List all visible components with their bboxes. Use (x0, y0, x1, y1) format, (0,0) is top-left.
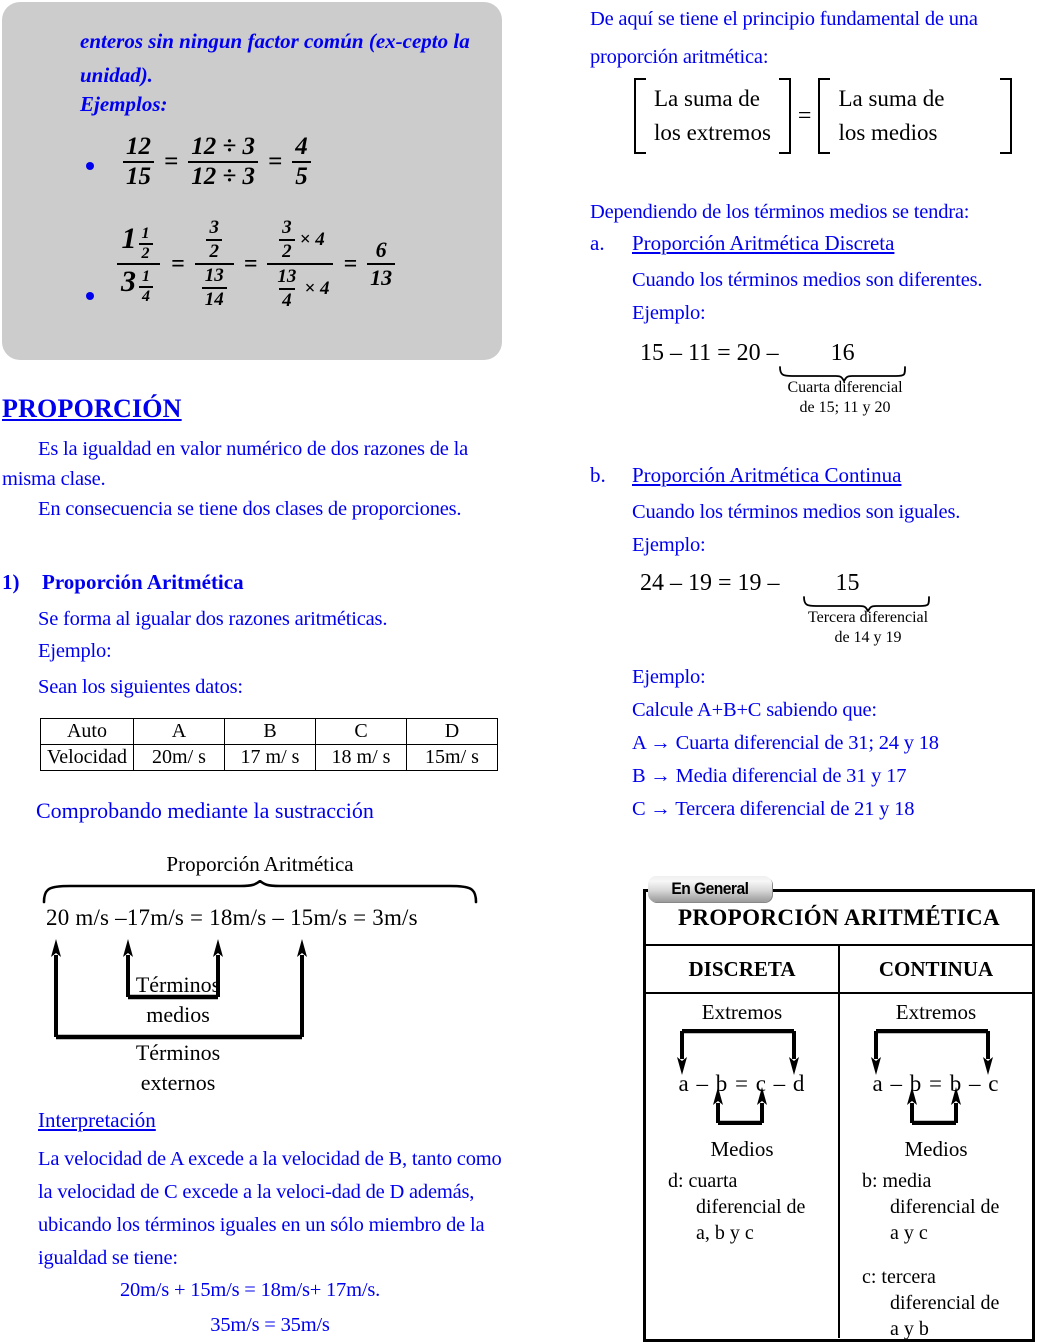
ejercicio-ejemplo-label: Ejemplo: (632, 666, 706, 688)
example-1-formula (120, 133, 314, 191)
page-title-text: PROPORCIÓN (2, 394, 182, 423)
item-a-brace-line-2: de 15; 11 y 20 (799, 399, 891, 416)
ex2-f3-bot (267, 263, 333, 312)
left-bracket-close-icon (779, 78, 791, 154)
ex1-f3-den: 5 (292, 161, 311, 191)
page-title (2, 394, 182, 424)
diagram-equation (46, 905, 418, 931)
externos-label-line-2: externos (140, 1070, 216, 1095)
item-a-marker-text: a. (590, 231, 605, 255)
ex1-f1-num: 12 (126, 133, 151, 160)
ex2-f3-top (272, 216, 329, 263)
col1-def-line-2: diferencial de (696, 1196, 806, 1218)
ex1-f2-den: 12 ÷ 3 (188, 161, 258, 191)
en-general-title: PROPORCIÓN ARITMÉTICA (646, 892, 1032, 946)
bracket-equation (634, 78, 1012, 159)
ex2-bottom-inner-num: 1 (142, 267, 150, 285)
item-a-description: Cuando los términos medios son diferentes. (632, 269, 983, 291)
item-1-line-1: Se forma al igualar dos razones aritméticas. (38, 608, 388, 630)
col2-def1-key: b: media (862, 1170, 932, 1192)
bracket-left-line-2: los extremos (654, 120, 771, 145)
item-1-line-2: Ejemplo: (38, 640, 112, 662)
item-1-line-3: Sean los siguientes datos: (38, 676, 243, 698)
ex2-f2-bot (195, 263, 234, 311)
col1-medios-label: Medios (710, 1137, 774, 1161)
ex1-eq-1: = (164, 148, 179, 175)
brace-label (0, 852, 520, 877)
top-brace-icon (40, 880, 480, 904)
ex1-eq-2: = (267, 148, 283, 175)
interpretacion-body: La velocidad de A excede a la velocidad de B, tanto como la velocidad de C excede a la veloci-dad de D además, ubicando los términos iguales en un sólo miembro de la igualdad se tiene: (38, 1148, 502, 1269)
col2-extremos-label: Extremos (895, 1000, 977, 1024)
col2-def2-key: c: tercera (862, 1266, 936, 1288)
ex2-top-inner-den: 2 (139, 243, 153, 263)
gray-box-paragraph (80, 24, 480, 92)
en-general-tab (648, 876, 772, 902)
ex2-whole-bottom: 3 (121, 265, 136, 298)
ejercicio-line-a: A → Cuarta diferencial de 31; 24 y 18 (632, 732, 939, 754)
ejercicio-line-c: C → Tercera diferencial de 21 y 18 (632, 798, 915, 820)
en-general-col1 (646, 994, 840, 1338)
col1-def-key: d: cuarta (668, 1170, 738, 1192)
col2-def2-line-3: a y b (890, 1318, 929, 1340)
ex2-f3-bot-num: 13 (277, 266, 297, 287)
list-item-1-title (42, 570, 244, 595)
col2-definition-1 (840, 1168, 1032, 1246)
item-a-equation-value: 16 (830, 340, 855, 366)
bracket-left-line-1: La suma de (654, 86, 761, 111)
item-b-equation-prefix: 24 – 19 = 19 – (640, 570, 780, 596)
en-general-tab-label: En General (671, 879, 749, 898)
ex2-f3-bot-den: 4 (279, 288, 295, 312)
item-a-brace-label (750, 378, 940, 418)
list-item-a-title (632, 231, 894, 256)
col2-arrow-diagram (840, 1025, 1032, 1135)
col2-def1-line-2: diferencial de (890, 1196, 1000, 1218)
ex2-f3-top-mult: × 4 (299, 229, 325, 250)
interpretacion-equation-1: 20m/s + 15m/s = 18m/s+ 17m/s. (119, 1279, 381, 1301)
bracket-right-line-2: los medios (838, 120, 938, 145)
col1-formula: a – b = c – d (678, 1071, 806, 1096)
table-row-header (41, 719, 498, 745)
en-general-box (643, 889, 1035, 1342)
ex2-f3-bot-mult: × 4 (304, 278, 330, 299)
table-header-d: D (406, 719, 497, 745)
col2-def2-line-2: diferencial de (890, 1292, 1000, 1314)
item-b-equation-value: 15 (835, 570, 860, 596)
item-a-brace-line-1: Cuarta diferencial (787, 379, 903, 396)
col1-extremos-label: Extremos (701, 1000, 783, 1024)
table-cell-b-value: 17 m/ s (224, 745, 315, 771)
item-b-ejemplo-label: Ejemplo: (632, 534, 706, 556)
left-bracket-open-icon (634, 78, 646, 154)
table-header-c: C (315, 719, 406, 745)
col1-def-line-3: a, b y c (696, 1222, 754, 1244)
item-b-brace-label (773, 608, 963, 648)
list-item-a-marker (590, 231, 605, 256)
comprobando-line (36, 798, 374, 824)
table-cell-velocidad: Velocidad (41, 745, 134, 771)
en-general-col2-header: CONTINUA (878, 956, 994, 981)
diagram-equation-text: 20 m/s –17m/s = 18m/s – 15m/s = 3m/s (46, 905, 418, 930)
ejercicio-enunciado: Calcule A+B+C sabiendo que: (632, 699, 877, 721)
ex2-top-inner-num: 1 (141, 225, 150, 242)
bracket-right-line-1: La suma de (838, 86, 945, 111)
bullet-icon (86, 162, 94, 170)
right-intro-paragraph: De aquí se tiene el principio fundamental de una proporción aritmética: (590, 8, 978, 68)
ex2-bottom-inner-den: 4 (139, 286, 153, 306)
table-header-a: A (133, 719, 224, 745)
ex2-f4-den: 13 (367, 263, 395, 291)
item-a-ejemplo-label: Ejemplo: (632, 302, 706, 324)
en-general-col1-header: DISCRETA (646, 946, 840, 992)
item-1-marker-text: 1) (2, 570, 20, 594)
dependiendo-line: Dependiendo de los términos medios se tendra: (590, 201, 970, 223)
bracket-equals-sign: = (797, 102, 812, 129)
terminos-medios-label (88, 970, 268, 1030)
en-general-body (646, 994, 1032, 1338)
gray-info-box (2, 2, 502, 360)
table-cell-d-value: 15m/ s (406, 745, 497, 771)
item-b-equation (640, 570, 916, 597)
ex2-mixed-bottom (117, 263, 160, 306)
item-b-marker-text: b. (590, 463, 606, 487)
brace-label-text: Proporción Aritmética (166, 852, 354, 876)
item-a-title-text: Proporción Aritmética Discreta (632, 231, 895, 255)
ex2-eq-2: = (243, 250, 258, 277)
gray-box-examples-label: Ejemplos: (80, 92, 168, 116)
ex2-f3-top-num: 3 (282, 217, 292, 238)
ex1-f1-den: 15 (123, 161, 154, 191)
col1-arrow-diagram (646, 1025, 838, 1135)
ex2-whole-top: 1 (121, 222, 137, 256)
medios-label-line-2: medios (146, 1002, 210, 1027)
ex2-f2-top (199, 217, 229, 263)
item-b-title-text: Proporción Aritmética Continua (632, 463, 902, 487)
ex2-mixed-top (118, 222, 160, 263)
intro-paragraph-1: Es la igualdad en valor numérico de dos razones de la misma clase. (2, 438, 468, 490)
medios-label-line-1: Términos (135, 972, 221, 997)
bullet-icon (86, 292, 94, 300)
col2-medios-label: Medios (904, 1137, 968, 1161)
ex2-f2-bot-den: 14 (202, 287, 227, 311)
right-bracket-open-icon (818, 78, 830, 154)
table-header-auto: Auto (41, 719, 134, 745)
item-1-title-text: Proporción Aritmética (42, 570, 244, 594)
interpretacion-title (38, 1108, 156, 1133)
item-b-brace-line-2: de 14 y 19 (834, 629, 902, 646)
table-header-b: B (224, 719, 315, 745)
ex2-f4-num: 6 (375, 237, 387, 262)
list-item-1-marker (2, 570, 20, 595)
ex2-eq-3: = (343, 250, 358, 277)
ex2-f3-top-den: 2 (279, 239, 295, 263)
col1-definition (646, 1168, 838, 1246)
ex1-f3-num: 4 (295, 133, 308, 160)
item-b-brace-line-1: Tercera diferencial (807, 609, 929, 626)
ex2-f2-top-den: 2 (206, 239, 222, 263)
table-cell-c-value: 18 m/ s (315, 745, 406, 771)
comprobando-text: Comprobando mediante la sustracción (36, 798, 374, 823)
list-item-b-marker (590, 463, 606, 488)
list-item-b-title (632, 463, 901, 488)
item-a-equation-prefix: 15 – 11 = 20 – (640, 340, 779, 366)
example-2-formula (114, 216, 398, 312)
externos-label-line-1: Términos (135, 1040, 221, 1065)
interpretacion-title-text: Interpretación (38, 1108, 156, 1132)
ex2-f2-top-num: 3 (209, 217, 219, 238)
en-general-column-headers (646, 946, 1032, 994)
col2-formula: a – b = b – c (872, 1071, 1000, 1096)
item-b-description: Cuando los términos medios son iguales. (632, 501, 961, 523)
table-row (41, 745, 498, 771)
interpretacion-equation-2: 35m/s = 35m/s (210, 1314, 330, 1336)
gray-box-paragraph-text: enteros sin ningun factor común (ex-cepto la unidad). (80, 29, 470, 87)
col2-definition-2 (840, 1264, 1032, 1342)
right-bracket-close-icon (1000, 78, 1012, 154)
ex1-f2-num: 12 ÷ 3 (191, 133, 255, 160)
intro-paragraph-2: En consecuencia se tiene dos clases de proporciones. (38, 498, 462, 520)
en-general-col2 (840, 994, 1032, 1338)
ejercicio-line-b: B → Media diferencial de 31 y 17 (632, 765, 907, 787)
ex2-f2-bot-num: 13 (204, 265, 224, 286)
item-a-equation (640, 340, 907, 367)
terminos-externos-label (88, 1038, 268, 1098)
col2-def1-line-3: a y c (890, 1222, 928, 1244)
table-cell-a-value: 20m/ s (133, 745, 224, 771)
ex2-eq-1: = (171, 250, 185, 277)
velocity-table (40, 718, 498, 771)
